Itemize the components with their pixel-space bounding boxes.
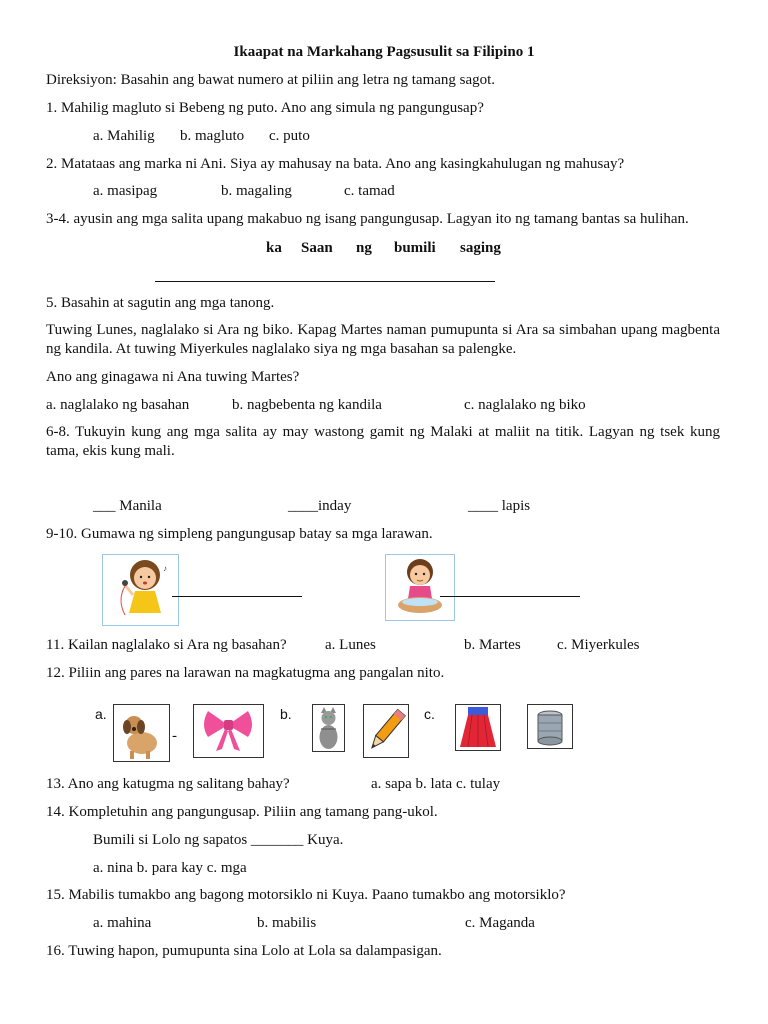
q12-dash: - (172, 728, 177, 744)
q6-item: ____inday (288, 498, 352, 514)
dog-image (113, 704, 170, 762)
girl-washing-image (385, 554, 455, 621)
ribbon-image (193, 704, 264, 758)
q3-word: Saan (301, 240, 333, 256)
q3-answer-line (155, 281, 495, 282)
q12-label-b: b. (280, 706, 292, 722)
q14-options: a. nina b. para kay c. mga (93, 860, 247, 876)
q3-word: saging (460, 240, 501, 256)
q1-option-b: b. magluto (180, 128, 245, 144)
q9-text: 9-10. Gumawa ng simpleng pangungusap batay sa mga larawan. (46, 526, 433, 542)
q1-option-a: a. Mahilig (93, 128, 155, 144)
svg-text:♪: ♪ (163, 564, 167, 573)
q1-option-c: c. puto (269, 128, 310, 144)
page-title: Ikaapat na Markahang Pagsusulit sa Filipino 1 (233, 44, 535, 60)
q14-sentence: Bumili si Lolo ng sapatos _______ Kuya. (93, 832, 344, 848)
q3-word: ka (266, 240, 282, 256)
q3-word: ng (356, 240, 372, 256)
q11-option-c: c. Miyerkules (557, 637, 640, 653)
q11-option-b: b. Martes (464, 637, 521, 653)
q5-option-a: a. naglalako ng basahan (46, 397, 190, 413)
q13-options: a. sapa b. lata c. tulay (371, 776, 501, 792)
girl-singing-image (102, 554, 179, 626)
q12-text: 12. Piliin ang pares na larawan na magkatugma ang pangalan nito. (46, 665, 445, 681)
q3-word: bumili (394, 240, 436, 256)
q13-text: 13. Ano ang katugma ng salitang bahay? (46, 776, 290, 792)
q9-answer-line (172, 596, 302, 597)
q15-option-b: b. mabilis (257, 915, 317, 931)
q3-text: 3-4. ayusin ang mga salita upang makabuo ng isang pangungusap. Lagyan ito ng tamang bantas sa hulihan. (46, 211, 689, 227)
q12-label-c: c. (424, 706, 435, 722)
q10-answer-line (440, 596, 580, 597)
q5-question: Ano ang ginagawa ni Ana tuwing Martes? (46, 369, 300, 385)
q2-option-b: b. magaling (221, 183, 292, 199)
q15-text: 15. Mabilis tumakbo ang bagong motorsiklo ni Kuya. Paano tumakbo ang motorsiklo? (46, 887, 566, 903)
q2-text: 2. Matataas ang marka ni Ani. Siya ay mahusay na bata. Ano ang kasingkahulugan ng mahusay? (46, 156, 625, 172)
q11-option-a: a. Lunes (325, 637, 376, 653)
pencil-image (363, 704, 409, 758)
q5-passage: Tuwing Lunes, naglalako si Ara ng biko. Kapag Martes naman pumupunta si Ara sa simbahan upang magbenta ng kandila. At tuwing Miyerkules naglalako siya ng mga basahan sa palengke. (46, 322, 720, 357)
q6-item: ___ Manila (93, 498, 162, 514)
skirt-image (455, 704, 501, 751)
q14-text: 14. Kompletuhin ang pangungusap. Piliin ang tamang pang-ukol. (46, 804, 438, 820)
q5-option-c: c. naglalako ng biko (464, 397, 586, 413)
q6-item: ____ lapis (468, 498, 531, 514)
q15-option-a: a. mahina (93, 915, 152, 931)
q11-text: 11. Kailan naglalako si Ara ng basahan? (46, 637, 287, 653)
can-image (527, 704, 573, 749)
q16-text: 16. Tuwing hapon, pumupunta sina Lolo at Lola sa dalampasigan. (46, 943, 442, 959)
cat-image (312, 704, 345, 752)
q2-option-a: a. masipag (93, 183, 158, 199)
q2-option-c: c. tamad (344, 183, 395, 199)
directions: Direksiyon: Basahin ang bawat numero at piliin ang letra ng tamang sagot. (46, 72, 496, 88)
q5-text: 5. Basahin at sagutin ang mga tanong. (46, 295, 275, 311)
q15-option-c: c. Maganda (465, 915, 535, 931)
q12-label-a: a. (95, 706, 107, 722)
q6-text: 6-8. Tukuyin kung ang mga salita ay may wastong gamit ng Malaki at maliit na titik. Lagyan ng tsek kung tama, ekis kung mali. (46, 424, 720, 459)
q1-text: 1. Mahilig magluto si Bebeng ng puto. Ano ang simula ng pangungusap? (46, 100, 484, 116)
q5-option-b: b. nagbebenta ng kandila (232, 397, 382, 413)
